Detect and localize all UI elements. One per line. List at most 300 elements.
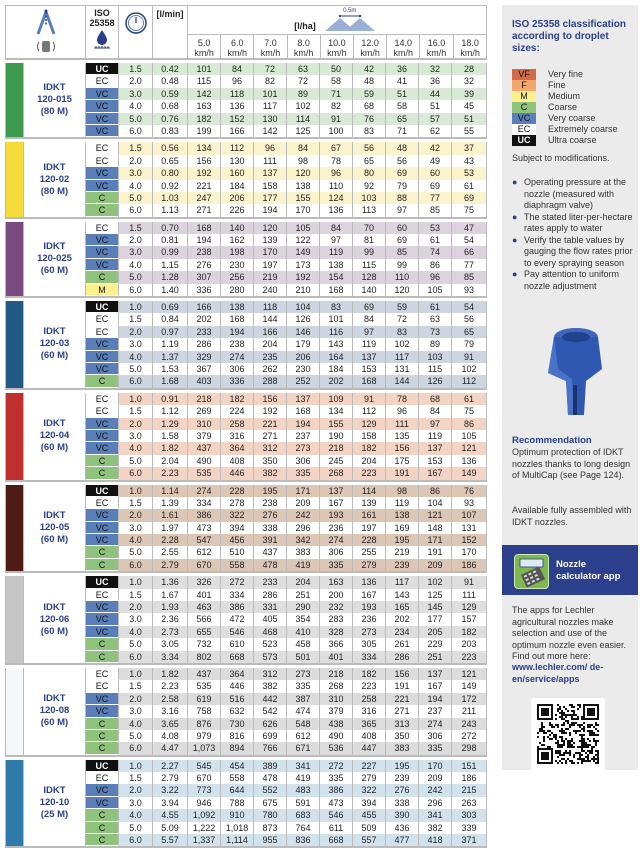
nozzle-name-line: 120-06 bbox=[39, 613, 70, 625]
application-rate-cell: 73 bbox=[419, 326, 452, 338]
nozzle-name-line: (80 M) bbox=[40, 185, 69, 197]
table-row bbox=[86, 680, 486, 692]
pressure-cell: 5.0 bbox=[119, 638, 153, 650]
application-rate-cell: 242 bbox=[287, 509, 320, 521]
table-row bbox=[86, 522, 486, 534]
application-rate-cell: 336 bbox=[188, 284, 221, 296]
application-rate-cell: 75 bbox=[452, 405, 486, 417]
application-rate-cell: 286 bbox=[254, 589, 287, 601]
speed-column-header bbox=[288, 35, 321, 58]
application-rate-cell: 66 bbox=[452, 246, 486, 258]
application-rate-cell: 120 bbox=[287, 167, 320, 179]
nozzle-section bbox=[5, 63, 487, 139]
table-row bbox=[86, 75, 486, 87]
pressure-cell: 1.0 bbox=[119, 301, 153, 313]
application-rate-cell: 290 bbox=[287, 601, 320, 613]
application-rate-cell: 129 bbox=[452, 601, 486, 613]
table-row bbox=[86, 809, 486, 821]
application-rate-cell: 110 bbox=[386, 271, 419, 283]
application-rate-cell: 83 bbox=[386, 326, 419, 338]
application-rate-cell: 386 bbox=[320, 784, 353, 796]
application-rate-cell: 179 bbox=[287, 338, 320, 350]
flow-rate-cell: 2.55 bbox=[153, 546, 188, 558]
application-rate-cell: 379 bbox=[188, 430, 221, 442]
application-rate-cell: 138 bbox=[221, 301, 254, 313]
application-rate-cell: 191 bbox=[419, 546, 452, 558]
application-rate-cell: 109 bbox=[320, 393, 353, 405]
application-rate-cell: 102 bbox=[452, 363, 486, 375]
application-rate-cell: 59 bbox=[353, 88, 386, 100]
application-rate-cell: 137 bbox=[287, 393, 320, 405]
spacing-label: 0.5m bbox=[343, 8, 357, 14]
application-rate-cell: 802 bbox=[188, 651, 221, 663]
application-rate-cell: 350 bbox=[386, 730, 419, 742]
application-rate-cell: 303 bbox=[452, 809, 486, 821]
application-rate-cell: 49 bbox=[419, 155, 452, 167]
application-rate-cell: 310 bbox=[188, 418, 221, 430]
spray-pattern-icon bbox=[320, 7, 380, 32]
application-rate-cell: 84 bbox=[419, 405, 452, 417]
pressure-cell: 3.0 bbox=[119, 167, 153, 179]
application-rate-cell: 112 bbox=[452, 375, 486, 387]
droplet-icon bbox=[92, 28, 112, 50]
nozzle-name-line: 120-03 bbox=[39, 338, 70, 350]
application-rate-cell: 92 bbox=[353, 180, 386, 192]
droplet-legend bbox=[512, 69, 618, 146]
application-rate-cell: 472 bbox=[221, 613, 254, 625]
droplet-class-badge: EC bbox=[86, 589, 119, 601]
application-rate-cell: 186 bbox=[452, 772, 486, 784]
recommendation-text: Optimum protection of IDKT nozzles thanks to long design of MultiCap (see Page 124). bbox=[512, 447, 631, 480]
application-rate-cell: 268 bbox=[320, 467, 353, 479]
application-rate-cell: 221 bbox=[386, 693, 419, 705]
application-rate-cell: 162 bbox=[221, 234, 254, 246]
application-rate-cell: 130 bbox=[254, 113, 287, 125]
flow-rate-cell: 2.28 bbox=[153, 534, 188, 546]
application-rate-cell: 84 bbox=[221, 63, 254, 75]
application-rate-cell: 274 bbox=[419, 718, 452, 730]
application-rate-cell: 119 bbox=[353, 338, 386, 350]
application-rate-cell: 766 bbox=[254, 742, 287, 754]
qr-code[interactable] bbox=[531, 698, 605, 770]
flow-rate-cell: 5.57 bbox=[153, 834, 188, 846]
nozzle-name-line: 120-05 bbox=[39, 521, 70, 533]
application-rate-cell: 138 bbox=[320, 259, 353, 271]
bullet-icon: ● bbox=[512, 211, 518, 222]
application-rate-cell: 75 bbox=[452, 204, 486, 216]
application-rate-cell: 102 bbox=[386, 338, 419, 350]
application-rate-cell: 157 bbox=[452, 613, 486, 625]
application-rate-cell: 32 bbox=[419, 63, 452, 75]
application-rate-cell: 76 bbox=[452, 485, 486, 497]
application-rate-cell: 236 bbox=[320, 522, 353, 534]
section-color-strip bbox=[6, 142, 23, 216]
application-rate-cell: 177 bbox=[419, 613, 452, 625]
flow-rate-cell: 1.03 bbox=[153, 192, 188, 204]
app-label[interactable]: Nozzle calculator app bbox=[556, 559, 621, 582]
flow-rate-cell: 3.22 bbox=[153, 784, 188, 796]
application-rate-cell: 193 bbox=[320, 509, 353, 521]
lmin-label: [l/min] bbox=[156, 9, 184, 19]
droplet-class-badge: C bbox=[86, 204, 119, 216]
application-rate-cell: 67 bbox=[320, 142, 353, 154]
application-rate-cell: 364 bbox=[221, 442, 254, 454]
pressure-cell: 3.0 bbox=[119, 797, 153, 809]
application-rate-cell: 60 bbox=[419, 167, 452, 179]
nozzle-name-line: 120-015 bbox=[37, 94, 72, 106]
flow-rate-cell: 1.13 bbox=[153, 204, 188, 216]
application-rate-cell: 211 bbox=[452, 705, 486, 717]
flow-rate-cell: 2.79 bbox=[153, 559, 188, 571]
pressure-cell: 1.0 bbox=[119, 576, 153, 588]
application-rate-cell: 383 bbox=[287, 546, 320, 558]
application-rate-cell: 509 bbox=[353, 822, 386, 834]
application-rate-cell: 114 bbox=[287, 113, 320, 125]
application-rate-cell: 97 bbox=[386, 204, 419, 216]
pressure-cell: 3.0 bbox=[119, 246, 153, 258]
application-rate-cell: 171 bbox=[287, 485, 320, 497]
application-rate-cell: 146 bbox=[287, 326, 320, 338]
application-rate-cell: 252 bbox=[287, 375, 320, 387]
nozzle-name bbox=[23, 668, 86, 755]
application-rate-cell: 143 bbox=[386, 589, 419, 601]
application-rate-cell: 42 bbox=[353, 63, 386, 75]
application-rate-cell: 379 bbox=[320, 705, 353, 717]
speed-unit: km/h bbox=[260, 48, 281, 58]
pressure-cell: 4.0 bbox=[119, 442, 153, 454]
application-rate-cell: 394 bbox=[221, 522, 254, 534]
pressure-cell: 6.0 bbox=[119, 204, 153, 216]
application-rate-cell: 382 bbox=[419, 822, 452, 834]
application-rate-cell: 168 bbox=[320, 284, 353, 296]
application-rate-cell: 671 bbox=[287, 742, 320, 754]
application-rate-cell: 51 bbox=[452, 113, 486, 125]
flow-rate-cell: 1.39 bbox=[153, 497, 188, 509]
application-rate-cell: 68 bbox=[419, 393, 452, 405]
nozzle-name-line: IDKT bbox=[43, 601, 66, 613]
application-rate-cell: 169 bbox=[386, 522, 419, 534]
application-rate-cell: 477 bbox=[386, 834, 419, 846]
flow-rate-cell: 0.84 bbox=[153, 313, 188, 325]
table-row bbox=[86, 271, 486, 283]
pressure-cell: 1.5 bbox=[119, 142, 153, 154]
droplet-class-badge: VC bbox=[86, 784, 119, 796]
application-rate-cell: 98 bbox=[287, 155, 320, 167]
application-rate-cell: 186 bbox=[452, 559, 486, 571]
application-rate-cell: 134 bbox=[188, 142, 221, 154]
application-rate-cell: 387 bbox=[287, 693, 320, 705]
droplet-class-badge: UC bbox=[86, 63, 119, 75]
application-rate-cell: 84 bbox=[353, 313, 386, 325]
flow-rate-cell: 0.80 bbox=[153, 167, 188, 179]
droplet-class-badge: C bbox=[86, 192, 119, 204]
application-rate-cell: 168 bbox=[287, 405, 320, 417]
application-rate-cell: 152 bbox=[452, 534, 486, 546]
application-rate-cell: 279 bbox=[353, 772, 386, 784]
application-rate-cell: 182 bbox=[353, 668, 386, 680]
legend-item bbox=[512, 80, 618, 91]
application-rate-cell: 78 bbox=[320, 155, 353, 167]
speed-value: 5.0 bbox=[197, 38, 211, 48]
droplet-class-badge: VC bbox=[86, 693, 119, 705]
application-rate-cell: 390 bbox=[386, 809, 419, 821]
application-rate-cell: 224 bbox=[221, 405, 254, 417]
application-rate-cell: 401 bbox=[188, 589, 221, 601]
application-rate-cell: 175 bbox=[386, 455, 419, 467]
droplet-class-badge: C bbox=[86, 718, 119, 730]
application-rate-cell: 273 bbox=[353, 626, 386, 638]
application-rate-cell: 194 bbox=[188, 234, 221, 246]
application-rate-cell: 278 bbox=[221, 497, 254, 509]
section-color-strip bbox=[6, 393, 23, 480]
application-rate-cell: 195 bbox=[386, 534, 419, 546]
application-rate-cell: 194 bbox=[419, 693, 452, 705]
application-rate-cell: 269 bbox=[188, 405, 221, 417]
flow-rate-cell: 1.14 bbox=[153, 485, 188, 497]
nozzle-name-line: IDKT bbox=[43, 785, 66, 797]
nozzle-section bbox=[5, 668, 487, 757]
table-row bbox=[86, 222, 486, 234]
flow-rate-cell: 1.82 bbox=[153, 668, 188, 680]
application-rate-cell: 165 bbox=[386, 601, 419, 613]
application-rate-cell: 158 bbox=[254, 180, 287, 192]
nozzle-name-line: (60 M) bbox=[40, 533, 69, 545]
application-rate-cell: 91 bbox=[452, 576, 486, 588]
pressure-cell: 5.0 bbox=[119, 271, 153, 283]
pressure-cell: 1.5 bbox=[119, 589, 153, 601]
application-rate-cell: 463 bbox=[188, 601, 221, 613]
speed-value: 12.0 bbox=[361, 38, 379, 48]
nozzle-section bbox=[5, 301, 487, 390]
droplet-class-badge: EC bbox=[86, 75, 119, 87]
application-rate-cell: 144 bbox=[386, 375, 419, 387]
application-rate-cell: 139 bbox=[254, 234, 287, 246]
application-rate-cell: 1,114 bbox=[221, 834, 254, 846]
pressure-cell: 1.0 bbox=[119, 485, 153, 497]
pressure-cell: 2.0 bbox=[119, 75, 153, 87]
application-rate-cell: 455 bbox=[353, 809, 386, 821]
application-rate-cell: 546 bbox=[320, 809, 353, 821]
application-rate-cell: 286 bbox=[188, 338, 221, 350]
table-row bbox=[86, 88, 486, 100]
application-rate-cell: 226 bbox=[221, 204, 254, 216]
application-rate-cell: 262 bbox=[254, 363, 287, 375]
droplet-class-badge: VC bbox=[86, 626, 119, 638]
application-rate-cell: 103 bbox=[419, 351, 452, 363]
legend-swatch: EC bbox=[512, 124, 536, 135]
droplet-class-badge: C bbox=[86, 271, 119, 283]
nozzle-name-line: (60 M) bbox=[40, 717, 69, 729]
application-rate-cell: 204 bbox=[287, 576, 320, 588]
application-rate-cell: 88 bbox=[386, 192, 419, 204]
application-rate-cell: 118 bbox=[221, 88, 254, 100]
droplet-class-badge: C bbox=[86, 559, 119, 571]
nozzle-name-line: IDKT bbox=[43, 240, 66, 252]
speed-unit: km/h bbox=[293, 48, 314, 58]
table-row bbox=[86, 668, 486, 680]
application-rate-cell: 401 bbox=[320, 651, 353, 663]
application-rate-cell: 173 bbox=[287, 259, 320, 271]
flow-rate-cell: 3.65 bbox=[153, 718, 188, 730]
application-rate-cell: 256 bbox=[221, 271, 254, 283]
application-rate-cell: 80 bbox=[353, 167, 386, 179]
application-rate-cell: 218 bbox=[320, 668, 353, 680]
nozzle-calculator-app-banner[interactable] bbox=[502, 545, 638, 595]
multicap-nozzle-image bbox=[538, 323, 610, 419]
application-rate-cell: 167 bbox=[419, 680, 452, 692]
application-rate-cell: 96 bbox=[419, 271, 452, 283]
application-rate-cell: 167 bbox=[320, 497, 353, 509]
application-rate-cell: 478 bbox=[254, 559, 287, 571]
application-rate-cell: 120 bbox=[254, 222, 287, 234]
application-rate-cell: 140 bbox=[221, 222, 254, 234]
application-rate-cell: 79 bbox=[386, 180, 419, 192]
application-rate-cell: 1,018 bbox=[221, 822, 254, 834]
application-rate-cell: 81 bbox=[353, 234, 386, 246]
application-rate-cell: 117 bbox=[254, 100, 287, 112]
nozzle-name bbox=[23, 142, 86, 216]
flow-rate-cell: 1.37 bbox=[153, 351, 188, 363]
application-rate-cell: 166 bbox=[188, 301, 221, 313]
table-row bbox=[86, 760, 486, 772]
speed-value: 7.0 bbox=[264, 38, 277, 48]
droplet-class-badge: UC bbox=[86, 576, 119, 588]
pressure-cell: 1.0 bbox=[119, 393, 153, 405]
droplet-class-badge: VC bbox=[86, 430, 119, 442]
application-rate-cell: 182 bbox=[353, 442, 386, 454]
droplet-class-badge: C bbox=[86, 822, 119, 834]
pressure-cell: 1.5 bbox=[119, 222, 153, 234]
application-rate-cell: 114 bbox=[353, 485, 386, 497]
legend-item bbox=[512, 124, 618, 135]
droplet-class-badge: EC bbox=[86, 393, 119, 405]
droplet-class-badge: EC bbox=[86, 313, 119, 325]
application-rate-cell: 117 bbox=[386, 576, 419, 588]
application-rate-cell: 100 bbox=[320, 125, 353, 137]
pressure-header bbox=[119, 6, 153, 58]
application-rate-cell: 341 bbox=[287, 760, 320, 772]
application-rate-cell: 263 bbox=[452, 797, 486, 809]
legend-swatch: VF bbox=[512, 69, 536, 80]
application-rate-cell: 258 bbox=[221, 418, 254, 430]
application-rate-cell: 62 bbox=[419, 125, 452, 137]
application-rate-cell: 204 bbox=[353, 455, 386, 467]
application-rate-cell: 44 bbox=[419, 88, 452, 100]
application-rate-cell: 230 bbox=[287, 363, 320, 375]
nozzle-name-line: 120-10 bbox=[39, 797, 70, 809]
application-rate-cell: 442 bbox=[254, 693, 287, 705]
application-rate-cell: 510 bbox=[221, 546, 254, 558]
application-rate-cell: 140 bbox=[353, 284, 386, 296]
application-rate-cell: 197 bbox=[353, 522, 386, 534]
application-rate-cell: 182 bbox=[452, 626, 486, 638]
flow-rate-cell: 0.97 bbox=[153, 326, 188, 338]
flow-rate-cell: 2.27 bbox=[153, 760, 188, 772]
info-panel bbox=[502, 5, 638, 770]
application-rate-cell: 158 bbox=[353, 430, 386, 442]
table-row bbox=[86, 455, 486, 467]
apps-link[interactable]: www.lechler.com/ de-en/service/apps bbox=[512, 662, 604, 684]
application-rate-cell: 910 bbox=[221, 809, 254, 821]
application-rate-cell: 328 bbox=[320, 626, 353, 638]
application-rate-cell: 408 bbox=[221, 455, 254, 467]
application-rate-cell: 202 bbox=[188, 313, 221, 325]
application-rate-cell: 89 bbox=[419, 338, 452, 350]
application-rate-cell: 310 bbox=[320, 693, 353, 705]
application-rate-cell: 382 bbox=[254, 680, 287, 692]
table-row bbox=[86, 613, 486, 625]
application-rate-cell: 112 bbox=[353, 405, 386, 417]
pressure-cell: 5.0 bbox=[119, 546, 153, 558]
application-rate-cell: 118 bbox=[254, 301, 287, 313]
speed-unit: km/h bbox=[426, 48, 447, 58]
nozzle-name-line: IDKT bbox=[43, 418, 66, 430]
application-rate-cell: 235 bbox=[254, 351, 287, 363]
flow-rate-cell: 0.42 bbox=[153, 63, 188, 75]
application-rate-cell: 166 bbox=[254, 326, 287, 338]
nozzle-name-line: 120-02 bbox=[39, 173, 70, 185]
application-rate-cell: 36 bbox=[386, 63, 419, 75]
application-rate-cell: 251 bbox=[287, 589, 320, 601]
application-rate-cell: 82 bbox=[254, 75, 287, 87]
application-rate-cell: 48 bbox=[353, 75, 386, 87]
droplet-class-badge: C bbox=[86, 742, 119, 754]
pressure-cell: 4.0 bbox=[119, 809, 153, 821]
application-rate-cell: 386 bbox=[188, 509, 221, 521]
nozzle-icon bbox=[42, 41, 50, 52]
application-rate-cell: 105 bbox=[452, 430, 486, 442]
application-rate-cell: 41 bbox=[386, 75, 419, 87]
application-rate-cell: 251 bbox=[419, 651, 452, 663]
table-row bbox=[86, 834, 486, 846]
calculator-app-icon[interactable] bbox=[514, 554, 549, 589]
speed-unit: km/h bbox=[227, 48, 248, 58]
application-rate-cell: 312 bbox=[254, 668, 287, 680]
note-item bbox=[512, 177, 636, 212]
application-rate-cell: 120 bbox=[386, 284, 419, 296]
application-rate-cell: 221 bbox=[188, 180, 221, 192]
application-rate-cell: 272 bbox=[221, 576, 254, 588]
application-rate-cell: 405 bbox=[254, 613, 287, 625]
application-rate-cell: 271 bbox=[188, 204, 221, 216]
droplet-class-badge: VC bbox=[86, 601, 119, 613]
pressure-cell: 5.0 bbox=[119, 822, 153, 834]
flow-rate-cell: 1.28 bbox=[153, 271, 188, 283]
nozzle-name-line: 120-025 bbox=[37, 252, 72, 264]
subject-note: Subject to modifications. bbox=[512, 153, 610, 163]
nozzle-name-line: (60 M) bbox=[40, 625, 69, 637]
nozzle-name-line: (60 M) bbox=[40, 350, 69, 362]
application-rate-cell: 61 bbox=[419, 301, 452, 313]
application-rate-cell: 177 bbox=[254, 192, 287, 204]
table-row bbox=[86, 822, 486, 834]
application-rate-cell: 99 bbox=[386, 259, 419, 271]
section-color-strip bbox=[6, 576, 23, 663]
pressure-cell: 5.0 bbox=[119, 363, 153, 375]
flow-rate-cell: 0.48 bbox=[153, 75, 188, 87]
flow-rate-cell: 4.47 bbox=[153, 742, 188, 754]
flow-rate-cell: 1.40 bbox=[153, 284, 188, 296]
application-rate-cell: 683 bbox=[287, 809, 320, 821]
pressure-cell: 1.0 bbox=[119, 668, 153, 680]
application-rate-cell: 816 bbox=[221, 730, 254, 742]
flow-rate-cell: 1.53 bbox=[153, 363, 188, 375]
application-rate-cell: 194 bbox=[221, 326, 254, 338]
table-row bbox=[86, 467, 486, 479]
application-rate-cell: 105 bbox=[287, 222, 320, 234]
application-rate-cell: 218 bbox=[320, 442, 353, 454]
application-rate-cell: 42 bbox=[419, 142, 452, 154]
